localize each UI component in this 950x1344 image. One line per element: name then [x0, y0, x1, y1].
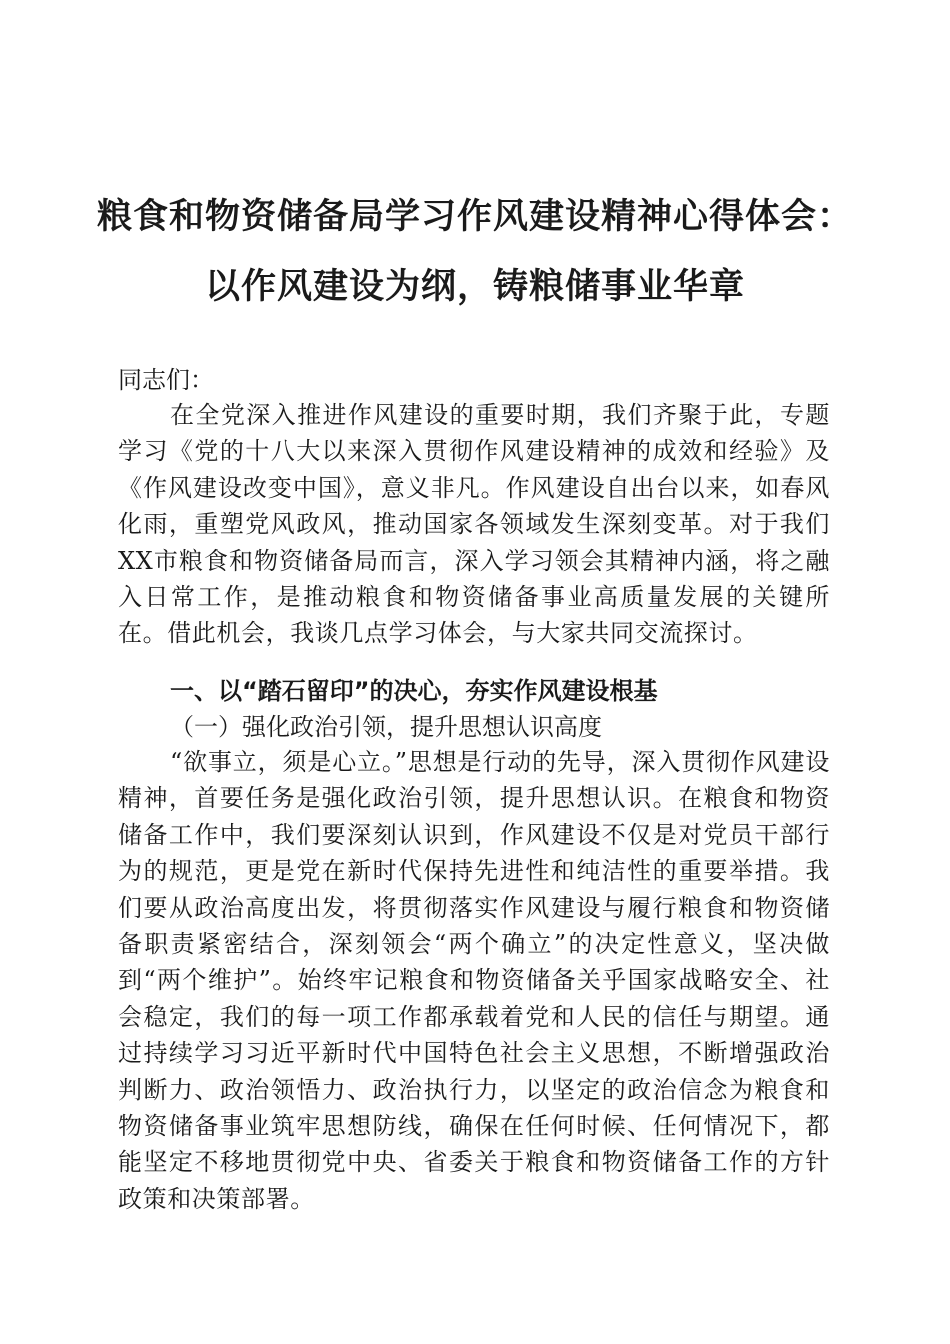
salutation: 同志们： [118, 366, 214, 394]
section-heading: 一、以“踏石留印”的决心，夯实作风建设根基 [170, 677, 658, 705]
document-title-line-1: 粮食和物资储备局学习作风建设精神心得体会： [96, 197, 853, 237]
document-title-line-2: 以作风建设为纲，铸粮储事业华章 [204, 267, 745, 307]
subsection-heading: （一）强化政治引领，提升思想认识高度 [170, 713, 602, 741]
intro-paragraph: 在全党深入推进作风建设的重要时期，我们齐聚于此，专题学习《党的十八大以来深入贯彻作风建设精神的成效和经验》及《作风建设改变中国》，意义非凡。作风建设自出台以来，如春风化雨，重塑党风政风，推动国家各领域发生深刻变革。对于我们XX市粮食和物资储备局而言，深入学习领会其精神内涵，将之融入日常工作，是推动粮食和物资储备事业高质量发展的关键所在。借此机会，我谈几点学习体会，与大家共同交流探讨。 [118, 401, 830, 648]
section-paragraph: “欲事立，须是心立。”思想是行动的先导，深入贯彻作风建设精神，首要任务是强化政治引领，提升思想认识。在粮食和物资储备工作中，我们要深刻认识到，作风建设不仅是对党员干部行为的规范，更是党在新时代保持先进性和纯洁性的重要举措。我们要从政治高度出发，将贯彻落实作风建设与履行粮食和物资储备职责紧密结合，深刻领会“两个确立”的决定性意义，坚决做到“两个维护”。始终牢记粮食和物资储备关乎国家战略安全、社会稳定，我们的每一项工作都承载着党和人民的信任与期望。通过持续学习习近平新时代中国特色社会主义思想，不断增强政治判断力、政治领悟力、政治执行力，以坚定的政治信念为粮食和物资储备事业筑牢思想防线，确保在任何时候、任何情况下，都能坚定不移地贯彻党中央、省委关于粮食和物资储备工作的方针政策和决策部署。 [118, 748, 830, 1213]
